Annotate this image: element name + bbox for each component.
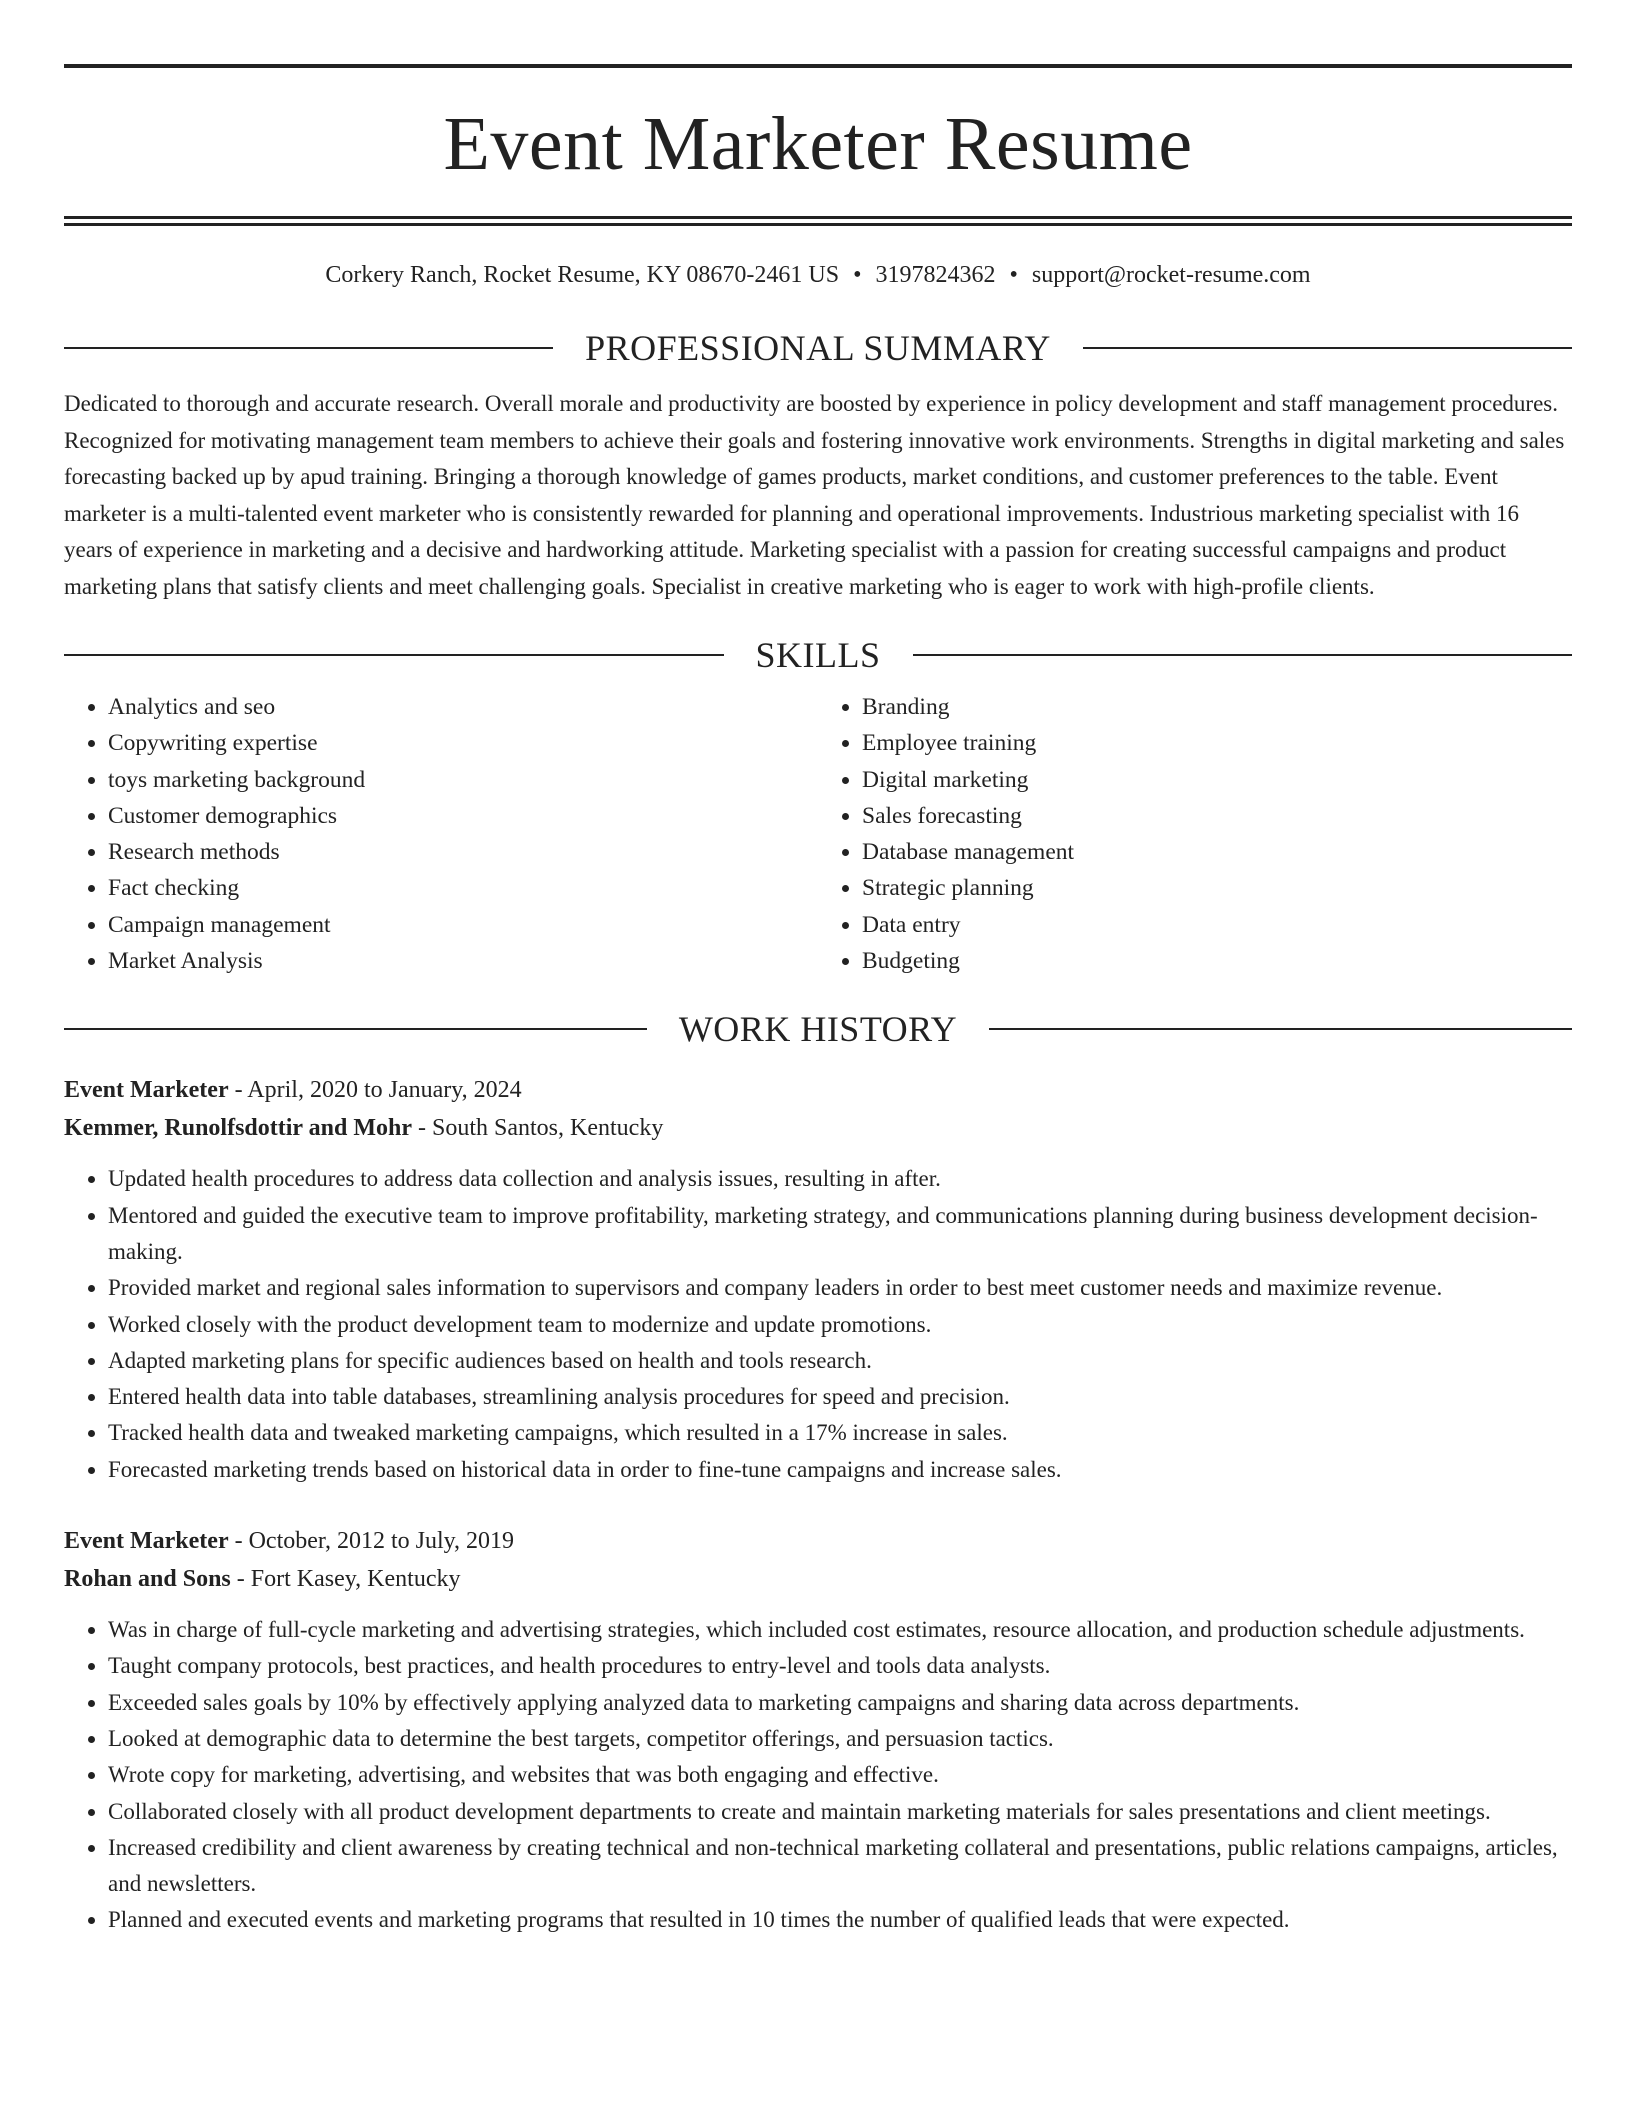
job-bullet: • Updated health procedures to address data collection and analysis issues, resulting in after. bbox=[108, 1161, 1572, 1197]
skill-item: • Database management bbox=[862, 834, 1572, 870]
section-title-summary: PROFESSIONAL SUMMARY bbox=[585, 328, 1051, 368]
job-bullet: • Taught company protocols, best practices, and health procedures to entry-level and tools data analysts. bbox=[108, 1648, 1572, 1684]
job-bullet: • Adapted marketing plans for specific audiences based on health and tools research. bbox=[108, 1343, 1572, 1379]
job-company-line bbox=[64, 1109, 1572, 1147]
section-header-skills bbox=[64, 635, 1572, 675]
job-bullet: • Looked at demographic data to determine the best targets, competitor offerings, and persuasion tactics. bbox=[108, 1721, 1572, 1757]
job-company: Rohan and Sons bbox=[64, 1566, 231, 1593]
job-dates: - April, 2020 to January, 2024 bbox=[228, 1077, 522, 1104]
job-bullet: • Tracked health data and tweaked marketing campaigns, which resulted in a 17% increase in sales. bbox=[108, 1415, 1572, 1451]
contact-line bbox=[64, 260, 1572, 290]
skills-column-right bbox=[818, 689, 1572, 979]
skill-item: • Digital marketing bbox=[862, 762, 1572, 798]
job-title-line bbox=[64, 1071, 1572, 1109]
job-bullet: • Was in charge of full-cycle marketing and advertising strategies, which included cost estimates, resource allocation, and production schedule adjustments. bbox=[108, 1612, 1572, 1648]
section-header-summary bbox=[64, 328, 1572, 368]
contact-separator: • bbox=[853, 262, 862, 288]
job-company: Kemmer, Runolfsdottir and Mohr bbox=[64, 1115, 412, 1142]
job-bullets bbox=[64, 1161, 1572, 1488]
job-location: - South Santos, Kentucky bbox=[412, 1115, 664, 1142]
work-history bbox=[64, 1071, 1572, 1938]
job-bullet: • Forecasted marketing trends based on historical data in order to fine-tune campaigns and increase sales. bbox=[108, 1452, 1572, 1488]
contact-email: support@rocket-resume.com bbox=[1031, 262, 1311, 288]
job-bullet: • Increased credibility and client awareness by creating technical and non-technical marketing collateral and presentations, public relations campaigns, articles, and newsletters. bbox=[108, 1830, 1572, 1903]
skill-item: • Customer demographics bbox=[108, 798, 818, 834]
skills-column-left bbox=[64, 689, 818, 979]
job-bullet: • Provided market and regional sales information to supervisors and company leaders in order to best meet customer needs and maximize revenue. bbox=[108, 1270, 1572, 1306]
job-bullet: • Worked closely with the product development team to modernize and update promotions. bbox=[108, 1307, 1572, 1343]
skill-item: • Copywriting expertise bbox=[108, 725, 818, 761]
skills-list bbox=[64, 689, 1572, 979]
job-bullet: • Planned and executed events and marketing programs that resulted in 10 times the number of qualified leads that were expected. bbox=[108, 1902, 1572, 1938]
skill-item: • Analytics and seo bbox=[108, 689, 818, 725]
job-location: - Fort Kasey, Kentucky bbox=[230, 1566, 461, 1593]
skill-item: • Sales forecasting bbox=[862, 798, 1572, 834]
contact-phone: 3197824362 bbox=[875, 262, 996, 288]
skill-item: • Employee training bbox=[862, 725, 1572, 761]
job-dates: - October, 2012 to July, 2019 bbox=[228, 1528, 515, 1555]
job-bullet: • Entered health data into table databases, streamlining analysis procedures for speed and precision. bbox=[108, 1379, 1572, 1415]
section-title-work: WORK HISTORY bbox=[678, 1009, 958, 1050]
skill-item: • Branding bbox=[862, 689, 1572, 725]
skill-item: • Fact checking bbox=[108, 870, 818, 906]
section-rule-left bbox=[64, 1028, 647, 1030]
job-bullet: • Mentored and guided the executive team to improve profitability, marketing strategy, and communications planning during business development decision-making. bbox=[108, 1198, 1572, 1271]
skill-item: • Strategic planning bbox=[862, 870, 1572, 906]
skill-item: • Data entry bbox=[862, 907, 1572, 943]
summary-paragraph: Dedicated to thorough and accurate research. Overall morale and productivity are boosted by experience in policy development and staff management procedures. Recognized for motivating management team members to achieve their goals and fostering innovative work environments. Strengths in digital marketing and sales forecasting backed up by apud training. Bringing a thorough knowledge of games products, market conditions, and customer preferences to the table. Event marketer is a multi-talented event marketer who is consistently rewarded for planning and operational improvements. Industrious marketing specialist with 16 years of experience in marketing and a decisive and hardworking attitude. Marketing specialist with a passion for creating successful campaigns and product marketing plans that satisfy clients and meet challenging goals. Specialist in creative marketing who is eager to work with high-profile clients. bbox=[64, 391, 1565, 599]
skill-item: • Campaign management bbox=[108, 907, 818, 943]
job-bullet: • Exceeded sales goals by 10% by effectively applying analyzed data to marketing campaigns and sharing data across departments. bbox=[108, 1685, 1572, 1721]
resume-page bbox=[64, 64, 1572, 1939]
section-rule-right bbox=[1083, 347, 1572, 349]
resume-title: Event Marketer Resume bbox=[443, 102, 1193, 186]
job-bullet: • Collaborated closely with all product development departments to create and maintain marketing materials for sales presentations and client meetings. bbox=[108, 1794, 1572, 1830]
skill-item: • Budgeting bbox=[862, 943, 1572, 979]
section-rule-left bbox=[64, 347, 553, 349]
job-company-line bbox=[64, 1560, 1572, 1598]
job-bullet: • Wrote copy for marketing, advertising, and websites that was both engaging and effective. bbox=[108, 1757, 1572, 1793]
job-entry bbox=[64, 1522, 1572, 1939]
contact-separator: • bbox=[1009, 262, 1018, 288]
job-title-line bbox=[64, 1522, 1572, 1560]
job-title: Event Marketer bbox=[64, 1528, 229, 1555]
job-bullets bbox=[64, 1612, 1572, 1939]
job-title: Event Marketer bbox=[64, 1077, 229, 1104]
title-double-rule bbox=[64, 216, 1572, 226]
section-rule-right bbox=[913, 654, 1573, 656]
section-rule-left bbox=[64, 654, 724, 656]
skill-item: • Market Analysis bbox=[108, 943, 818, 979]
job-entry bbox=[64, 1071, 1572, 1488]
section-rule-right bbox=[989, 1028, 1572, 1030]
skill-item: • toys marketing background bbox=[108, 762, 818, 798]
top-rule bbox=[64, 64, 1572, 68]
contact-address: Corkery Ranch, Rocket Resume, KY 08670-2461 US bbox=[325, 262, 840, 288]
section-title-skills: SKILLS bbox=[755, 635, 881, 675]
skill-item: • Research methods bbox=[108, 834, 818, 870]
section-header-work bbox=[64, 1009, 1572, 1049]
